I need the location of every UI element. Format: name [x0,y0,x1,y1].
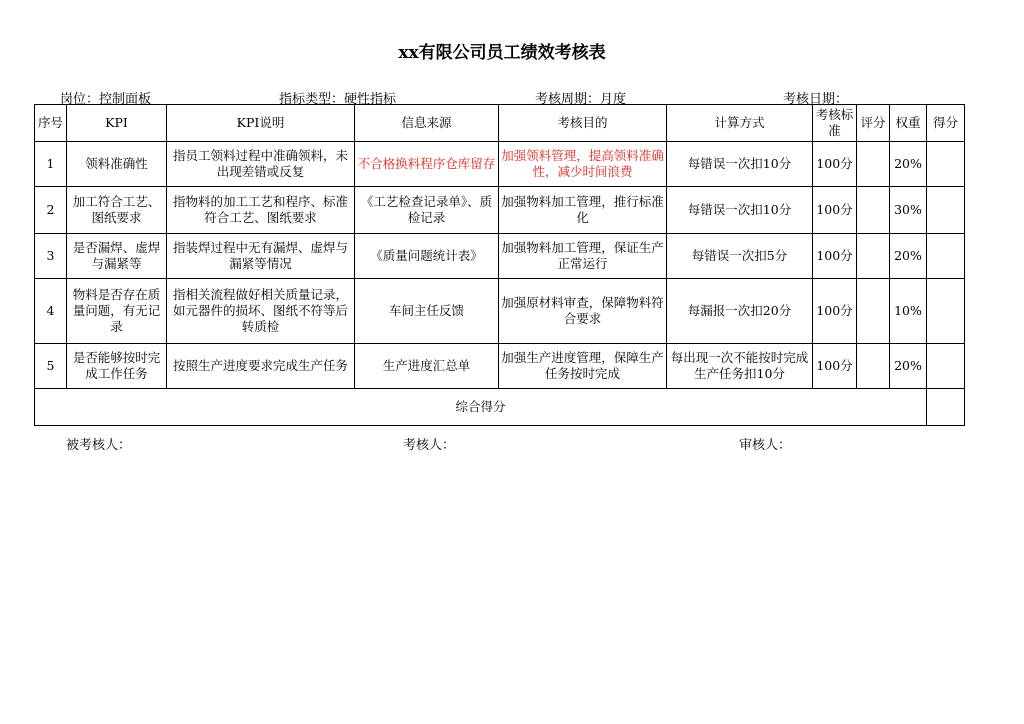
header-source: 信息来源 [355,105,499,142]
cell-method: 每错误一次扣10分 [667,187,813,234]
cell-standard: 100分 [813,279,857,344]
kpi-table [34,104,965,426]
header-kpi: KPI [67,105,167,142]
cell-seq: 3 [35,234,67,279]
cell-result[interactable] [927,234,965,279]
cell-seq: 2 [35,187,67,234]
table-row [35,344,965,389]
sheet-title: xx有限公司员工绩效考核表 [398,43,606,63]
cell-purpose: 加强原材料审查，保障物料符合要求 [499,279,667,344]
header-standard: 考核标准 [813,105,857,142]
footer-assessor: 考核人： [403,438,456,453]
table-row [35,279,965,344]
cell-purpose: 加强物料加工管理，保证生产正常运行 [499,234,667,279]
cell-seq: 4 [35,279,67,344]
cell-source: 不合格换料程序仓库留存 [355,142,499,187]
table-row [35,234,965,279]
cell-score[interactable] [857,187,890,234]
cell-weight: 20% [890,142,927,187]
cell-desc: 指员工领料过程中准确领料，未出现差错或反复 [167,142,355,187]
cell-purpose: 加强物料加工管理，推行标准化 [499,187,667,234]
cell-desc: 指物料的加工工艺和程序、标准符合工艺、图纸要求 [167,187,355,234]
cell-standard: 100分 [813,142,857,187]
cell-score[interactable] [857,234,890,279]
cell-source: 《质量问题统计表》 [355,234,499,279]
header-weight: 权重 [890,105,927,142]
cell-kpi: 是否漏焊、虚焊与漏紧等 [67,234,167,279]
header-score: 评分 [857,105,890,142]
footer-reviewer: 审核人： [739,438,792,453]
cell-desc: 指装焊过程中无有漏焊、虚焊与漏紧等情况 [167,234,355,279]
cell-weight: 30% [890,187,927,234]
cell-kpi: 领料准确性 [67,142,167,187]
table-header-row [35,105,965,142]
meta-position: 岗位：控制面板 [60,92,152,107]
footer-assessee: 被考核人： [66,438,132,453]
cell-kpi: 是否能够按时完成工作任务 [67,344,167,389]
cell-method: 每漏报一次扣20分 [667,279,813,344]
header-desc: KPI说明 [167,105,355,142]
cell-standard: 100分 [813,187,857,234]
cell-weight: 20% [890,344,927,389]
cell-seq: 1 [35,142,67,187]
cell-method: 每错误一次扣10分 [667,142,813,187]
cell-seq: 5 [35,344,67,389]
total-value[interactable] [927,389,965,426]
header-seq: 序号 [35,105,67,142]
cell-result[interactable] [927,187,965,234]
cell-standard: 100分 [813,344,857,389]
cell-method: 每出现一次不能按时完成生产任务扣10分 [667,344,813,389]
header-result: 得分 [927,105,965,142]
cell-score[interactable] [857,142,890,187]
cell-kpi: 物料是否存在质量问题，有无记录 [67,279,167,344]
cell-purpose: 加强领料管理，提高领料准确性，减少时间浪费 [499,142,667,187]
total-label: 综合得分 [35,389,927,426]
cell-weight: 20% [890,234,927,279]
meta-period: 考核周期：月度 [535,92,627,107]
header-purpose: 考核目的 [499,105,667,142]
cell-source: 生产进度汇总单 [355,344,499,389]
cell-source: 《工艺检查记录单》、质检记录 [355,187,499,234]
total-row [35,389,965,426]
cell-result[interactable] [927,142,965,187]
cell-result[interactable] [927,279,965,344]
cell-desc: 指相关流程做好相关质量记录，如元器件的损坏、图纸不符等后转质检 [167,279,355,344]
cell-desc: 按照生产进度要求完成生产任务 [167,344,355,389]
header-method: 计算方式 [667,105,813,142]
cell-source: 车间主任反馈 [355,279,499,344]
meta-indicator-type: 指标类型：硬性指标 [279,92,397,107]
cell-result[interactable] [927,344,965,389]
meta-date: 考核日期： [783,92,849,107]
cell-standard: 100分 [813,234,857,279]
cell-method: 每错误一次扣5分 [667,234,813,279]
table-row [35,142,965,187]
table-row [35,187,965,234]
cell-score[interactable] [857,344,890,389]
cell-purpose: 加强生产进度管理，保障生产任务按时完成 [499,344,667,389]
cell-weight: 10% [890,279,927,344]
cell-kpi: 加工符合工艺、图纸要求 [67,187,167,234]
cell-score[interactable] [857,279,890,344]
